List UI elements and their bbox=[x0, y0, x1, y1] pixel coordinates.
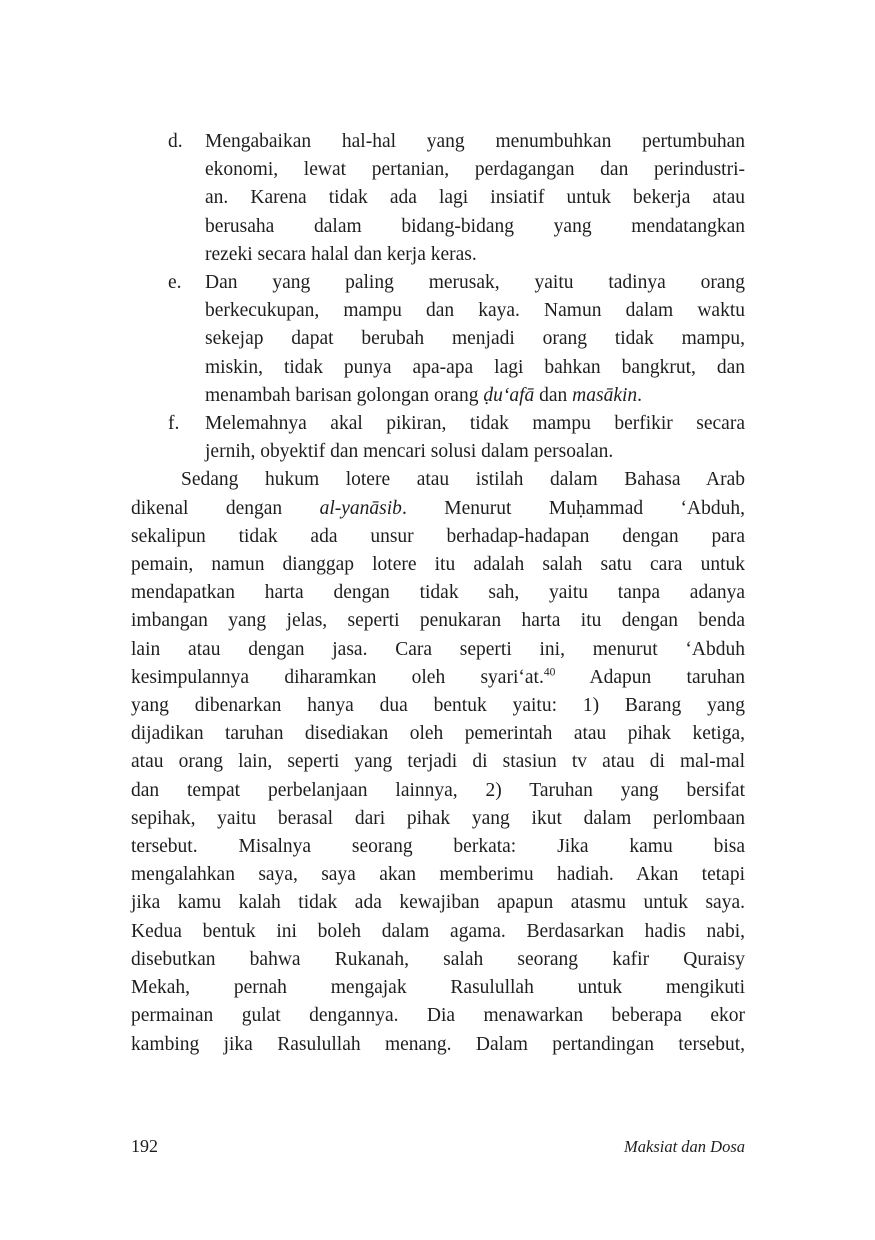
text-line bbox=[131, 579, 745, 607]
text-segment: tersebut. Misalnya seorang berkata: Jika kamu bisa bbox=[131, 836, 745, 858]
ordered-list-item bbox=[131, 269, 745, 410]
text-line bbox=[205, 297, 745, 325]
text-line bbox=[205, 354, 745, 382]
text-line bbox=[131, 861, 745, 889]
text-segment: mengalahkan saya, saya akan memberimu hadiah. Akan tetapi bbox=[131, 864, 745, 886]
italic-term: ḍu‘afā bbox=[483, 384, 535, 406]
text-line bbox=[205, 241, 745, 269]
page-number: 192 bbox=[131, 1136, 158, 1156]
text-line bbox=[131, 946, 745, 974]
text-line bbox=[205, 269, 745, 297]
text-segment: ekonomi, lewat pertanian, perdagangan dan perindustri- bbox=[205, 159, 745, 181]
list-item-text bbox=[205, 269, 745, 410]
text-line bbox=[131, 1002, 745, 1030]
text-line bbox=[131, 495, 745, 523]
text-line bbox=[131, 607, 745, 635]
text-line bbox=[131, 523, 745, 551]
text-segment: rezeki secara halal dan kerja keras. bbox=[205, 243, 477, 265]
text-segment: sekejap dapat berubah menjadi orang tidak mampu, bbox=[205, 328, 745, 350]
text-line bbox=[131, 466, 745, 494]
text-segment: . bbox=[637, 384, 643, 406]
text-segment: sekalipun tidak ada unsur berhadap-hadapan dengan para bbox=[131, 525, 745, 547]
text-line bbox=[131, 1031, 745, 1059]
text-line bbox=[205, 156, 745, 184]
text-segment: atau orang lain, seperti yang terjadi di stasiun tv atau di mal-mal bbox=[131, 751, 745, 773]
text-line bbox=[205, 184, 745, 212]
text-line bbox=[131, 692, 745, 720]
text-segment: imbangan yang jelas, seperti penukaran harta itu dengan benda bbox=[131, 610, 745, 632]
text-segment: Melemahnya akal pikiran, tidak mampu berfikir secara bbox=[205, 413, 745, 435]
text-line bbox=[205, 325, 745, 353]
running-title: Maksiat dan Dosa bbox=[624, 1137, 745, 1156]
text-line bbox=[131, 918, 745, 946]
text-segment: Mengabaikan hal-hal yang menumbuhkan pertumbuhan bbox=[205, 131, 745, 152]
text-line bbox=[131, 777, 745, 805]
text-segment: yang dibenarkan hanya dua bentuk yaitu: 1) Barang yang bbox=[131, 695, 745, 717]
text-line bbox=[131, 889, 745, 917]
text-segment: dijadikan taruhan disediakan oleh pemerintah atau pihak ketiga, bbox=[131, 723, 745, 745]
text-line bbox=[131, 551, 745, 579]
text-segment: . Menurut Muḥammad ‘Abduh, bbox=[401, 497, 745, 519]
text-segment: pemain, namun dianggap lotere itu adalah salah satu cara untuk bbox=[131, 554, 745, 576]
text-segment: kambing jika Rasulullah menang. Dalam pertandingan tersebut, bbox=[131, 1033, 745, 1055]
text-segment: Kedua bentuk ini boleh dalam agama. Berdasarkan hadis nabi, bbox=[131, 920, 745, 942]
footnote-reference: 40 bbox=[543, 666, 556, 679]
text-segment: kesimpulannya diharamkan oleh syari‘at. bbox=[131, 666, 544, 688]
list-item-text bbox=[205, 128, 745, 269]
text-segment: dan bbox=[534, 384, 573, 406]
text-segment: miskin, tidak punya apa-apa lagi bahkan bangkrut, dan bbox=[205, 356, 745, 378]
text-segment: sepihak, yaitu berasal dari pihak yang ikut dalam perlombaan bbox=[131, 807, 745, 829]
page-body bbox=[131, 128, 745, 1059]
text-line bbox=[131, 636, 745, 664]
text-segment: disebutkan bahwa Rukanah, salah seorang kafir Quraisy bbox=[131, 948, 745, 970]
text-segment: permainan gulat dengannya. Dia menawarkan beberapa ekor bbox=[131, 1005, 745, 1027]
text-segment: berkecukupan, mampu dan kaya. Namun dalam waktu bbox=[205, 300, 745, 322]
page-footer bbox=[131, 1136, 745, 1157]
text-segment: dikenal dengan bbox=[131, 497, 320, 519]
list-marker: f. bbox=[168, 413, 180, 435]
text-segment: Adapun taruhan bbox=[555, 666, 745, 688]
text-segment: jika kamu kalah tidak ada kewajiban apapun atasmu untuk saya. bbox=[131, 892, 745, 914]
ordered-list-item bbox=[131, 128, 745, 269]
italic-term: al-yanāsib bbox=[319, 497, 402, 519]
text-segment: lain atau dengan jasa. Cara seperti ini, menurut ‘Abduh bbox=[131, 638, 745, 660]
body-paragraph bbox=[131, 466, 745, 1058]
list-marker: e. bbox=[168, 272, 182, 294]
text-line bbox=[131, 748, 745, 776]
text-segment: menambah barisan golongan orang bbox=[205, 384, 484, 406]
text-segment: Sedang hukum lotere atau istilah dalam Bahasa Arab bbox=[181, 469, 745, 491]
text-line bbox=[131, 664, 745, 692]
text-segment: Mekah, pernah mengajak Rasulullah untuk mengikuti bbox=[131, 977, 745, 999]
text-segment: mendapatkan harta dengan tidak sah, yaitu tanpa adanya bbox=[131, 582, 745, 604]
list-item-text bbox=[205, 410, 745, 466]
text-line bbox=[205, 382, 745, 410]
text-line bbox=[131, 974, 745, 1002]
text-line bbox=[131, 805, 745, 833]
text-segment: jernih, obyektif dan mencari solusi dalam persoalan. bbox=[205, 441, 614, 463]
text-segment: an. Karena tidak ada lagi insiatif untuk bekerja atau bbox=[205, 187, 745, 209]
list-marker: d. bbox=[168, 131, 183, 152]
text-line bbox=[205, 410, 745, 438]
text-line bbox=[131, 833, 745, 861]
text-line bbox=[205, 128, 745, 156]
ordered-list-item bbox=[131, 410, 745, 466]
text-segment: berusaha dalam bidang-bidang yang mendatangkan bbox=[205, 215, 745, 237]
italic-term: masākin bbox=[572, 384, 638, 406]
text-segment: dan tempat perbelanjaan lainnya, 2) Taruhan yang bersifat bbox=[131, 779, 745, 801]
text-line bbox=[205, 438, 745, 466]
text-line bbox=[131, 720, 745, 748]
text-segment: Dan yang paling merusak, yaitu tadinya orang bbox=[205, 272, 745, 294]
text-line bbox=[205, 213, 745, 241]
